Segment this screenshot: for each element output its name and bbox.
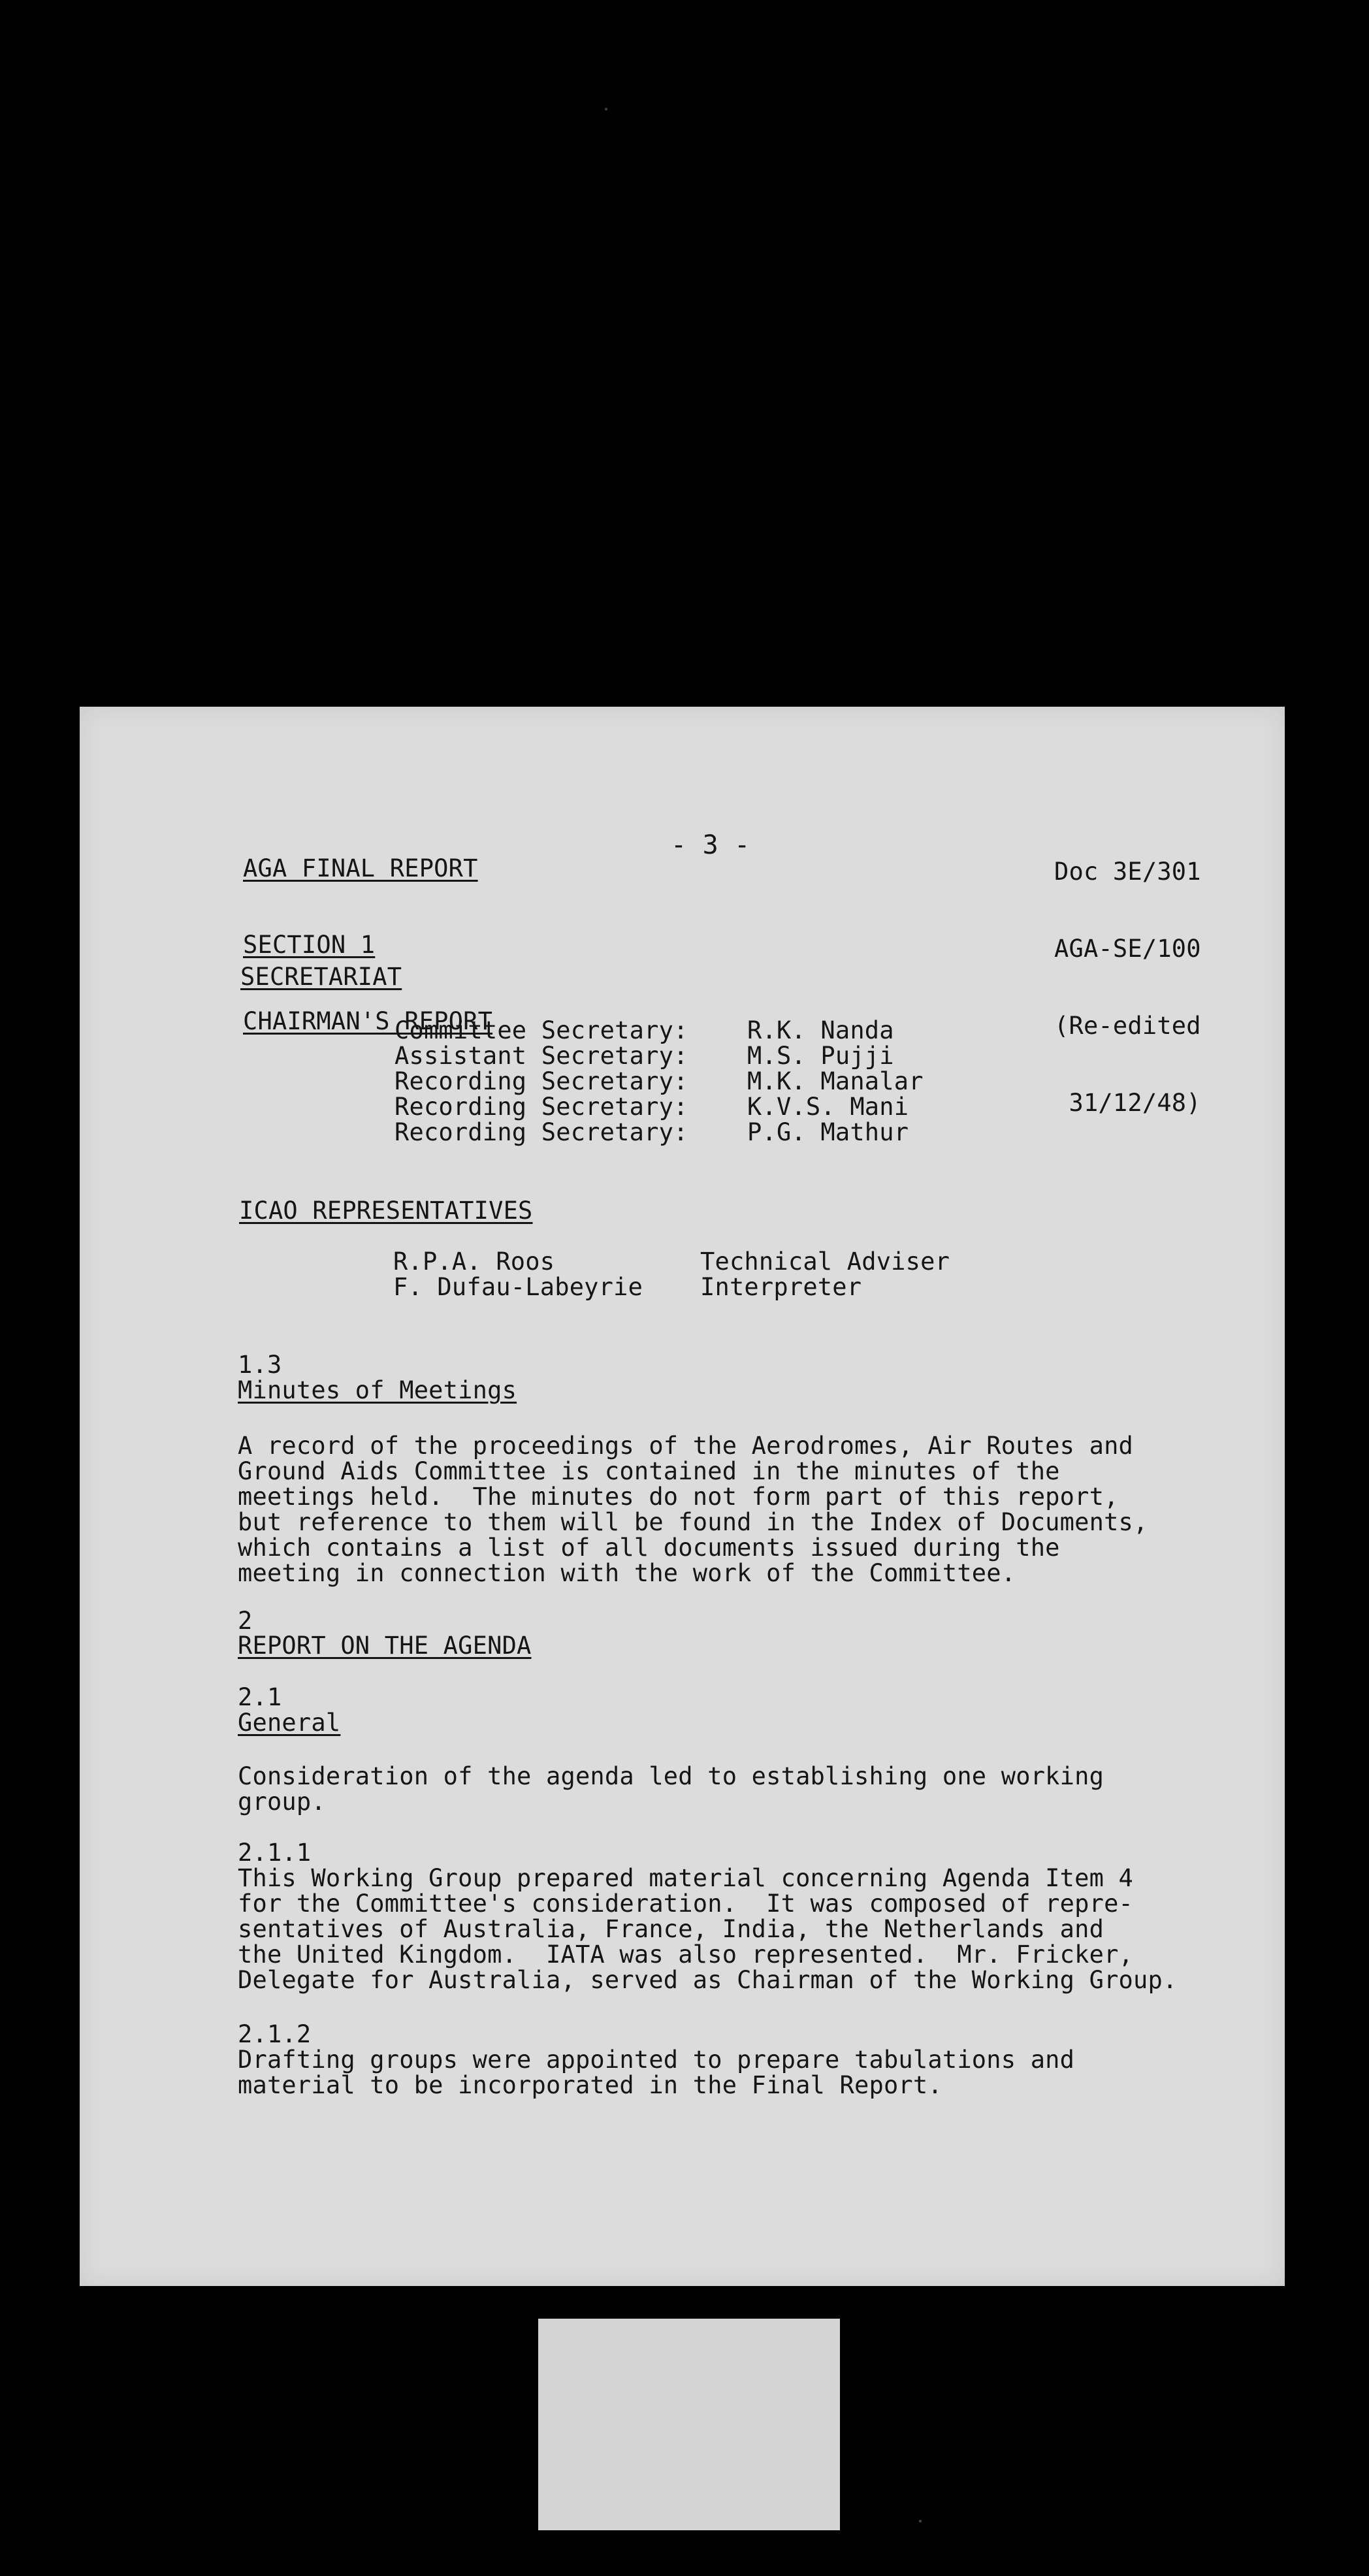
icao-row: [393, 1274, 950, 1300]
icao-role: Interpreter: [700, 1273, 862, 1301]
page-number: - 3 -: [671, 830, 750, 860]
icao-role: Technical Adviser: [700, 1248, 950, 1276]
section-number-2-1-1: 2.1.1: [238, 1839, 312, 1867]
staff-name: K.V.S. Mani: [747, 1093, 909, 1121]
icao-table: [393, 1249, 950, 1300]
minutes-paragraph: [238, 1433, 1257, 1586]
paragraph-line: for the Committee's consideration. It was composed of repre-: [238, 1890, 1134, 1918]
report-section: SECTION 1: [243, 931, 376, 959]
agenda-heading: REPORT ON THE AGENDA: [238, 1632, 532, 1660]
report-title: AGA FINAL REPORT: [243, 854, 478, 882]
paragraph-line: group.: [238, 1788, 326, 1816]
report-subtitle: CHAIRMAN'S REPORT: [243, 1007, 493, 1035]
staff-row: [395, 1043, 924, 1069]
staff-row: [395, 1069, 924, 1094]
paragraph-line: Consideration of the agenda led to establishing one working: [238, 1762, 1104, 1790]
doc-number: Doc 3E/301: [1054, 858, 1201, 886]
icao-name: F. Dufau-Labeyrie: [393, 1273, 643, 1301]
icao-row: [393, 1249, 950, 1274]
icao-heading: ICAO REPRESENTATIVES: [239, 1197, 533, 1225]
paragraph-line: which contains a list of all documents issued during the: [238, 1534, 1060, 1562]
section-number-2-1-2: 2.1.2: [238, 2020, 312, 2048]
general-paragraph: [238, 1763, 1257, 1814]
general-heading: General: [238, 1709, 341, 1737]
staff-role: Assistant Secretary:: [395, 1042, 688, 1070]
staff-name: M.S. Pujji: [747, 1042, 894, 1070]
section-number-2: 2: [238, 1607, 253, 1635]
secretariat-heading: SECRETARIAT: [240, 963, 402, 991]
staff-row: [395, 1094, 924, 1119]
minutes-heading: Minutes of Meetings: [238, 1376, 517, 1404]
section-number-1-3: 1.3: [238, 1351, 282, 1379]
secretariat-table: [395, 1018, 924, 1145]
paragraph-line: material to be incorporated in the Final Report.: [238, 2071, 942, 2099]
icao-name: R.P.A. Roos: [393, 1248, 555, 1276]
paragraph-line: sentatives of Australia, France, India, the Netherlands and: [238, 1915, 1104, 1943]
staff-role: Committee Secretary:: [395, 1016, 688, 1044]
paragraph-line: Drafting groups were appointed to prepare tabulations and: [238, 2046, 1075, 2074]
dust-speck: [605, 108, 607, 110]
paragraph-line: Delegate for Australia, served as Chairman of the Working Group.: [238, 1966, 1178, 1994]
paragraph-line: Ground Aids Committee is contained in the minutes of the: [238, 1457, 1060, 1485]
staff-row: [395, 1018, 924, 1043]
paragraph-line: meeting in connection with the work of the Committee.: [238, 1559, 1016, 1587]
staff-name: P.G. Mathur: [747, 1118, 909, 1146]
dust-speck: [919, 2520, 922, 2522]
paragraph-line: meetings held. The minutes do not form part of this report,: [238, 1483, 1119, 1511]
staff-name: M.K. Manalar: [747, 1067, 924, 1095]
staff-name: R.K. Nanda: [747, 1016, 894, 1044]
document-reference: [1054, 808, 1201, 1142]
blank-slip: [538, 2319, 840, 2530]
doc-code: AGA-SE/100: [1054, 935, 1201, 963]
working-group-paragraph: [238, 1865, 1257, 1993]
staff-role: Recording Secretary:: [395, 1067, 688, 1095]
paragraph-line: A record of the proceedings of the Aerodromes, Air Routes and: [238, 1432, 1134, 1460]
re-edited-date: 31/12/48): [1054, 1089, 1201, 1117]
section-number-2-1: 2.1: [238, 1683, 282, 1711]
staff-row: [395, 1119, 924, 1145]
re-edited-note: (Re-edited: [1054, 1012, 1201, 1040]
staff-role: Recording Secretary:: [395, 1093, 688, 1121]
drafting-groups-paragraph: [238, 2047, 1257, 2098]
paragraph-line: This Working Group prepared material concerning Agenda Item 4: [238, 1864, 1134, 1892]
paragraph-line: the United Kingdom. IATA was also represented. Mr. Fricker,: [238, 1940, 1134, 1969]
paragraph-line: but reference to them will be found in the Index of Documents,: [238, 1508, 1148, 1536]
staff-role: Recording Secretary:: [395, 1118, 688, 1146]
